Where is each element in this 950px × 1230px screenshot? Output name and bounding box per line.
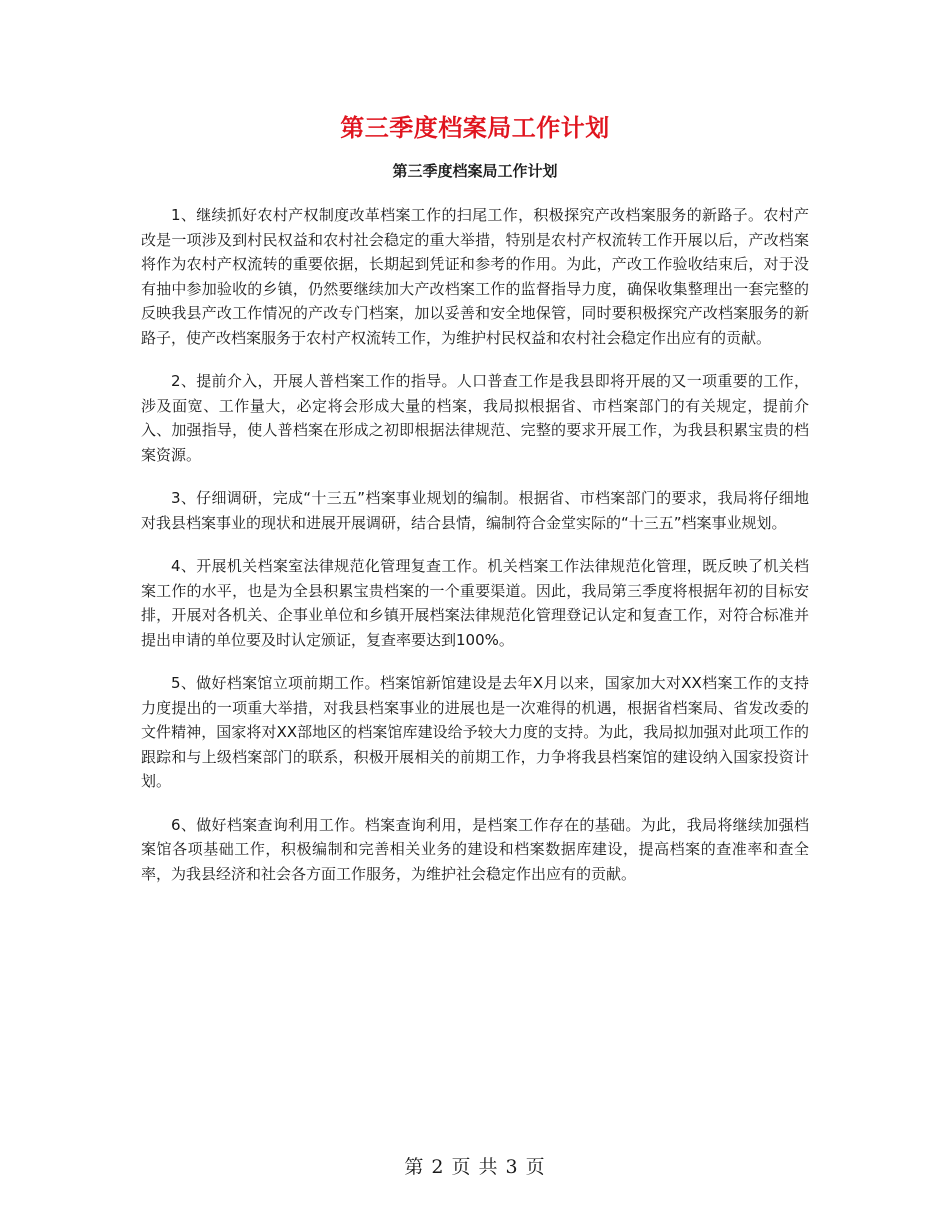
document-subtitle: 第三季度档案局工作计划 [392,162,558,180]
paragraph-3: 3、仔细调研，完成“十三五”档案事业规划的编制。根据省、市档案部门的要求，我局将仔细地对我县档案事业的现状和进展开展调研，结合县情，编制符合金堂实际的“十三五”档案事业规划。 [141,489,809,532]
paragraph-4: 4、开展机关档案室法律规范化管理复查工作。机关档案工作法律规范化管理，既反映了机关档案工作的水平，也是为全县积累宝贵档案的一个重要渠道。因此，我局第三季度将根据年初的目标安排，开展对各机关、企事业单位和乡镇开展档案法律规范化管理登记认定和复查工作，对符合标准并提出申请的单位要及时认定颁证，复查率要达到100%。 [141,557,809,649]
page-number-footer: 第 2 页 共 3 页 [404,1156,546,1178]
paragraph-6: 6、做好档案查询利用工作。档案查询利用，是档案工作存在的基础。为此，我局将继续加强档案馆各项基础工作，积极编制和完善相关业务的建设和档案数据库建设，提高档案的查准率和查全率，为我县经济和社会各方面工作服务，为维护社会稳定作出应有的贡献。 [141,815,809,883]
paragraph-1: 1、继续抓好农村产权制度改革档案工作的扫尾工作，积极探究产改档案服务的新路子。农村产改是一项涉及到村民权益和农村社会稳定的重大举措，特别是农村产权流转工作开展以后，产改档案将作为农村产权流转的重要依据，长期起到凭证和参考的作用。为此，产改工作验收结束后，对于没有抽中参加验收的乡镇，仍然要继续加大产改档案工作的监督指导力度，确保收集整理出一套完整的反映我县产改工作情况的产改专门档案，加以妥善和安全地保管，同时要积极探究产改档案服务的新路子，使产改档案服务于农村产权流转工作，为维护村民权益和农村社会稳定作出应有的贡献。 [141,206,809,347]
document-body [141,203,809,905]
document-title: 第三季度档案局工作计划 [340,114,610,142]
paragraph-5: 5、做好档案馆立项前期工作。档案馆新馆建设是去年X月以来，国家加大对XX档案工作的支持力度提出的一项重大举措，对我县档案事业的进展也是一次难得的机遇，根据省档案局、省发改委的文件精神，国家将对XX部地区的档案馆库建设给予较大力度的支持。为此，我局拟加强对此项工作的跟踪和与上级档案部门的联系，积极开展相关的前期工作，力争将我县档案馆的建设纳入国家投资计划。 [141,674,809,790]
paragraph-2: 2、提前介入，开展人普档案工作的指导。人口普查工作是我县即将开展的又一项重要的工作，涉及面宽、工作量大，必定将会形成大量的档案，我局拟根据省、市档案部门的有关规定，提前介入、加强指导，使人普档案在形成之初即根据法律规范、完整的要求开展工作，为我县积累宝贵的档案资源。 [141,372,809,464]
